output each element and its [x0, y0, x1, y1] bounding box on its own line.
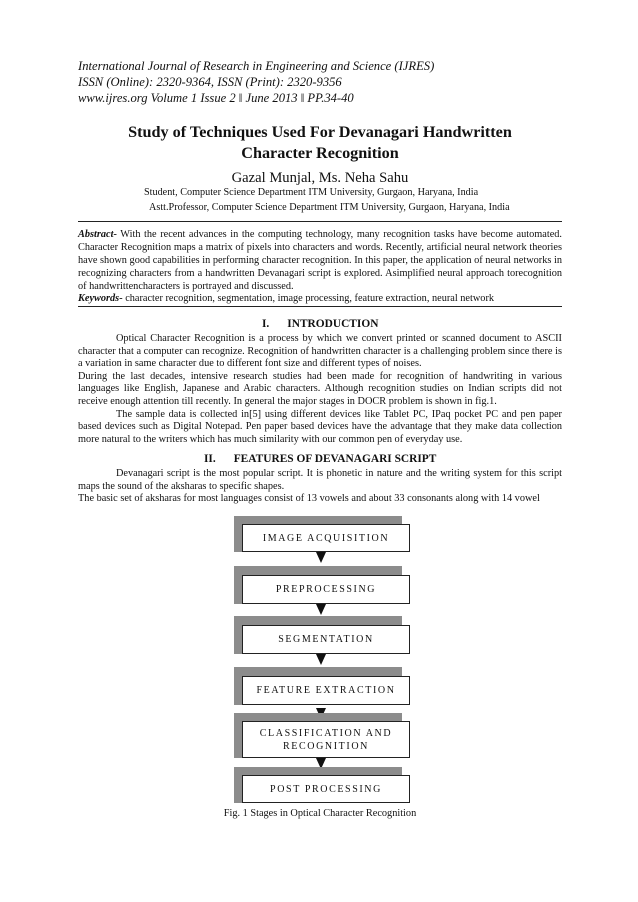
section-number: II. [204, 453, 216, 465]
introduction-body [78, 333, 562, 446]
journal-volume: www.ijres.org Volume 1 Issue 2 ǁ June 2013 ǁ PP.34-40 [78, 91, 354, 105]
journal-header [78, 58, 434, 106]
stage-box-preprocessing: PREPROCESSING [242, 575, 410, 604]
stage-box-post-processing: POST PROCESSING [242, 775, 410, 803]
paragraph: The sample data is collected in[5] using different devices like Tablet PC, IPaq pocket PC and pen paper based devices such as Digital Notepad. Pen paper based devices have the advantage that they make data collection more natural to the writers which has much similarity with our common pen of everyday use. [78, 408, 562, 445]
arrow-down-icon [316, 654, 326, 665]
arrow-down-icon [316, 552, 326, 563]
paragraph: Devanagari script is the most popular script. It is phonetic in nature and the writing system for this script maps the sound of the aksharas to specific shapes. [78, 468, 562, 492]
arrow-down-icon [316, 604, 326, 615]
keywords-label: Keywords- [78, 293, 123, 304]
section-heading-introduction [262, 318, 378, 330]
paper-title-line1: Study of Techniques Used For Devanagari Handwritten [128, 123, 512, 141]
paper-title-line2: Character Recognition [241, 144, 399, 162]
stage-box-image-acquisition: IMAGE ACQUISITION [242, 524, 410, 552]
stage-label: CLASSIFICATION AND RECOGNITION [259, 727, 393, 752]
abstract-label: Abstract- [78, 229, 117, 240]
affiliation-professor: Astt.Professor, Computer Science Department ITM University, Gurgaon, Haryana, India [149, 202, 510, 213]
stage-box-feature-extraction: FEATURE EXTRACTION [242, 676, 410, 705]
divider-bottom [78, 306, 562, 307]
section-number: I. [262, 318, 270, 330]
journal-name: International Journal of Research in Engineering and Science (IJRES) [78, 59, 435, 73]
keywords [78, 292, 562, 305]
paragraph: The basic set of aksharas for most languages consist of 13 vowels and about 33 consonants along with 14 vowel [78, 493, 540, 505]
stage-box-segmentation: SEGMENTATION [242, 625, 410, 654]
section-heading-features [204, 453, 436, 465]
abstract [78, 228, 562, 293]
stage-box-classification [242, 721, 410, 758]
journal-issn: ISSN (Online): 2320-9364, ISSN (Print): 2320-9356 [78, 75, 342, 89]
section-title: INTRODUCTION [287, 318, 379, 330]
paper-title [80, 122, 560, 164]
paragraph: During the last decades, intensive research studies had been made for recognition of handwriting in various languages like English, Japanese and Arabic characters. Although recognition studies on Indian scripts did not receive enough attention till recently. In general the major stages in DOCR problem is shown in fig.1. [78, 370, 562, 407]
divider-top [78, 221, 562, 222]
paper-authors: Gazal Munjal, Ms. Neha Sahu [231, 170, 409, 186]
affiliation-student: Student, Computer Science Department ITM University, Gurgaon, Haryana, India [144, 187, 479, 198]
paragraph: Optical Character Recognition is a process by which we convert printed or scanned document to ASCII character that a computer can recognize. Recognition of handwritten character is a challenging problem since there is a variation in same character due to different font size and different types of noises. [78, 333, 562, 370]
abstract-text: With the recent advances in the computing technology, many recognition tasks have become automated. Character Recognition maps a matrix of pixels into characters and words. Recently, artificial neural network theories have shown good capabilities in performing character recognition. In this paper, the application of neural networks in recognizing characters from a handwritten Devanagari script is explored. Asimplified neural approach torecognition of handwrittencharacters is portrayed and discussed. [78, 229, 562, 292]
keywords-text: character recognition, segmentation, image processing, feature extraction, neural network [125, 293, 495, 304]
features-body [78, 468, 562, 506]
section-title: FEATURES OF DEVANAGARI SCRIPT [233, 453, 437, 465]
figure-caption: Fig. 1 Stages in Optical Character Recognition [223, 808, 417, 819]
